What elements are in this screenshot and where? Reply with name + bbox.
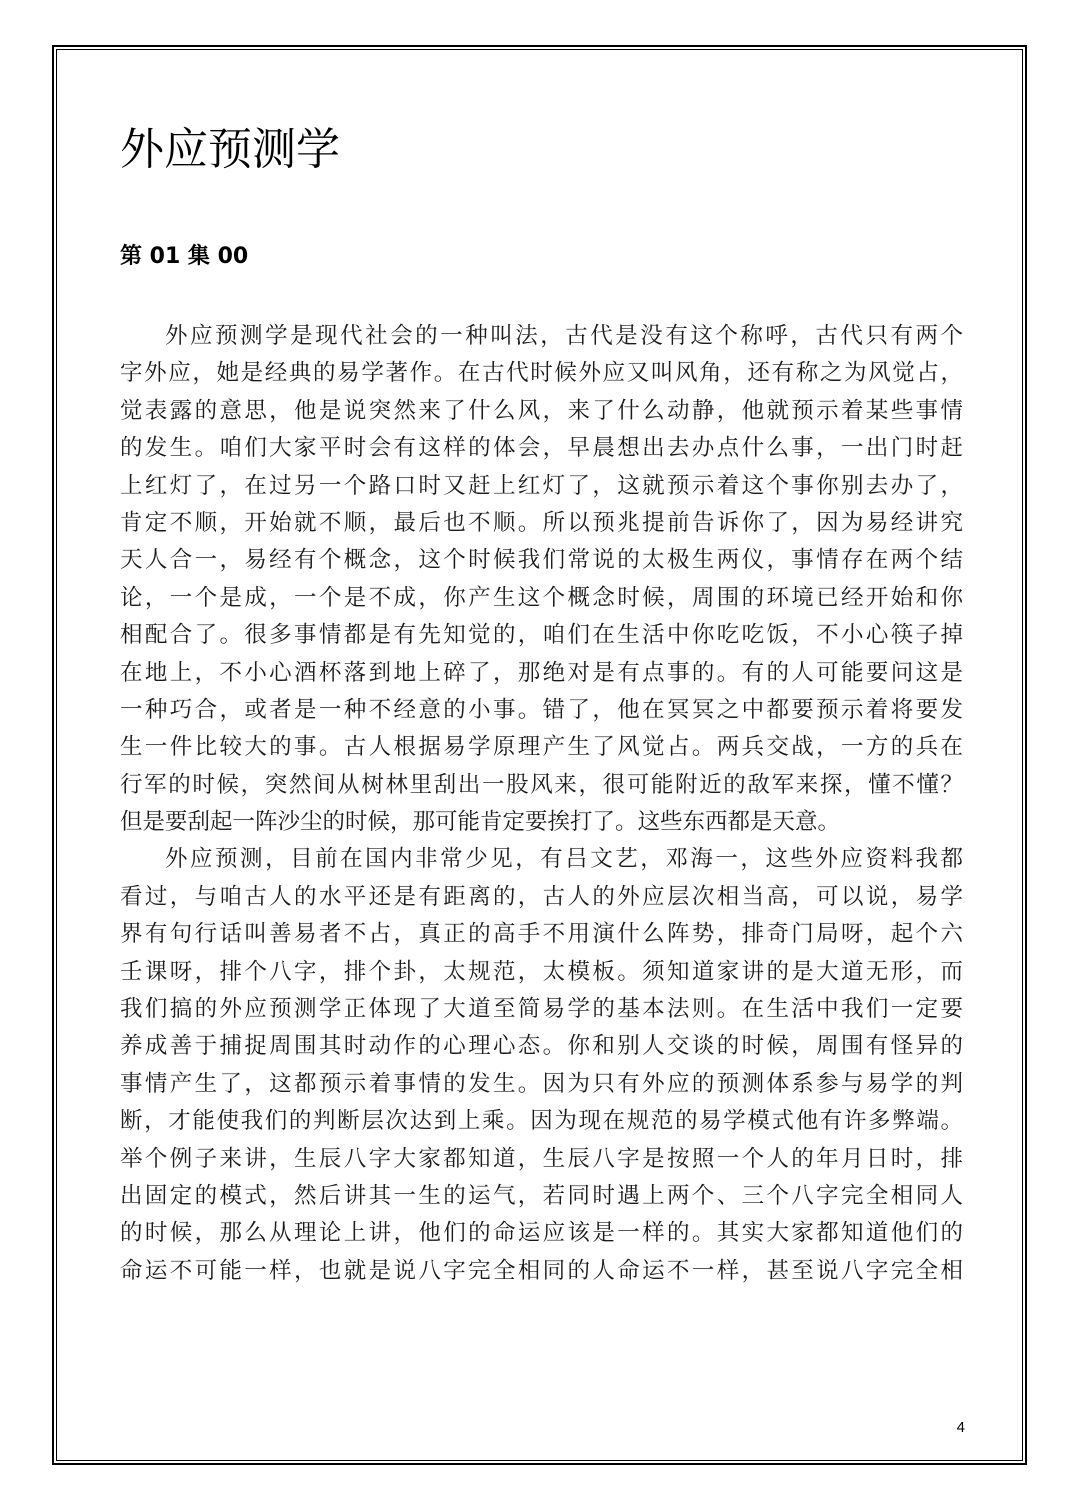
text-line: 命运不可能一样，也就是说八字完全相同的人命运不一样，甚至说八字完全相 — [120, 1257, 963, 1284]
text-line: 但是要刮起一阵沙尘的时候，那可能肯定要挨打了。这些东西都是天意。 — [120, 809, 841, 836]
text-line: 断，才能使我们的判断层次达到上乘。因为现在规范的易学模式他有许多弊端。 — [120, 1108, 963, 1135]
text-line: 行军的时候，突然间从树林里刮出一股风来，很可能附近的敌军来探，懂不懂？ — [120, 771, 963, 798]
text-line: 天人合一，易经有个概念，这个时候我们常说的太极生两仪，事情存在两个结 — [120, 547, 963, 574]
document-title: 外应预测学 — [120, 124, 340, 175]
text-line: 生一件比较大的事。古人根据易学原理产生了风觉占。两兵交战，一方的兵在 — [120, 734, 963, 761]
text-line: 我们搞的外应预测学正体现了大道至简易学的基本法则。在生活中我们一定要 — [120, 996, 963, 1023]
text-line: 壬课呀，排个八字，排个卦，太规范，太模板。须知道家讲的是大道无形，而 — [120, 958, 963, 985]
section-heading: 第 01 集 00 — [120, 244, 249, 269]
text-line: 的时候，那么从理论上讲，他们的命运应该是一样的。其实大家都知道他们的 — [120, 1220, 963, 1247]
text-line: 字外应，她是经典的易学著作。在古代时候外应又叫风角，还有称之为风觉占， — [120, 360, 963, 387]
text-line: 养成善于捕捉周围其时动作的心理心态。你和别人交谈的时候，周围有怪异的 — [120, 1033, 963, 1060]
text-line: 在地上，不小心酒杯落到地上碎了，那绝对是有点事的。有的人可能要问这是 — [120, 659, 963, 686]
text-line: 上红灯了，在过另一个路口时又赶上红灯了，这就预示着这个事你别去办了， — [120, 472, 963, 499]
text-line: 论，一个是成，一个是不成，你产生这个概念时候，周围的环境已经开始和你 — [120, 584, 963, 611]
text-line: 举个例子来讲，生辰八字大家都知道，生辰八字是按照一个人的年月日时，排 — [120, 1145, 963, 1172]
text-line: 外应预测学是现代社会的一种叫法，古代是没有这个称呼，古代只有两个 — [165, 323, 963, 349]
text-line: 事情产生了，这都预示着事情的发生。因为只有外应的预测体系参与易学的判 — [120, 1070, 963, 1097]
text-line: 看过，与咱古人的水平还是有距离的，古人的外应层次相当高，可以说，易学 — [120, 883, 963, 910]
text-line: 肯定不顺，开始就不顺，最后也不顺。所以预兆提前告诉你了，因为易经讲究 — [120, 509, 963, 536]
text-line: 界有句行话叫善易者不占，真正的高手不用演什么阵势，排奇门局呀，起个六 — [120, 921, 963, 948]
text-line: 相配合了。很多事情都是有先知觉的，咱们在生活中你吃吃饭，不小心筷子掉 — [120, 622, 963, 649]
text-line: 的发生。咱们大家平时会有这样的体会，早晨想出去办点什么事，一出门时赶 — [120, 435, 963, 462]
text-line: 一种巧合，或者是一种不经意的小事。错了，他在冥冥之中都要预示着将要发 — [120, 696, 963, 723]
text-line: 外应预测，目前在国内非常少见，有吕文艺，邓海一，这些外应资料我都 — [165, 846, 963, 873]
text-line: 出固定的模式，然后讲其一生的运气，若同时遇上两个、三个八字完全相同人 — [120, 1182, 963, 1209]
page-number: 4 — [956, 1419, 965, 1436]
body-text — [120, 318, 963, 1290]
text-line: 觉表露的意思，他是说突然来了什么风，来了什么动静，他就预示着某些事情 — [120, 397, 963, 424]
